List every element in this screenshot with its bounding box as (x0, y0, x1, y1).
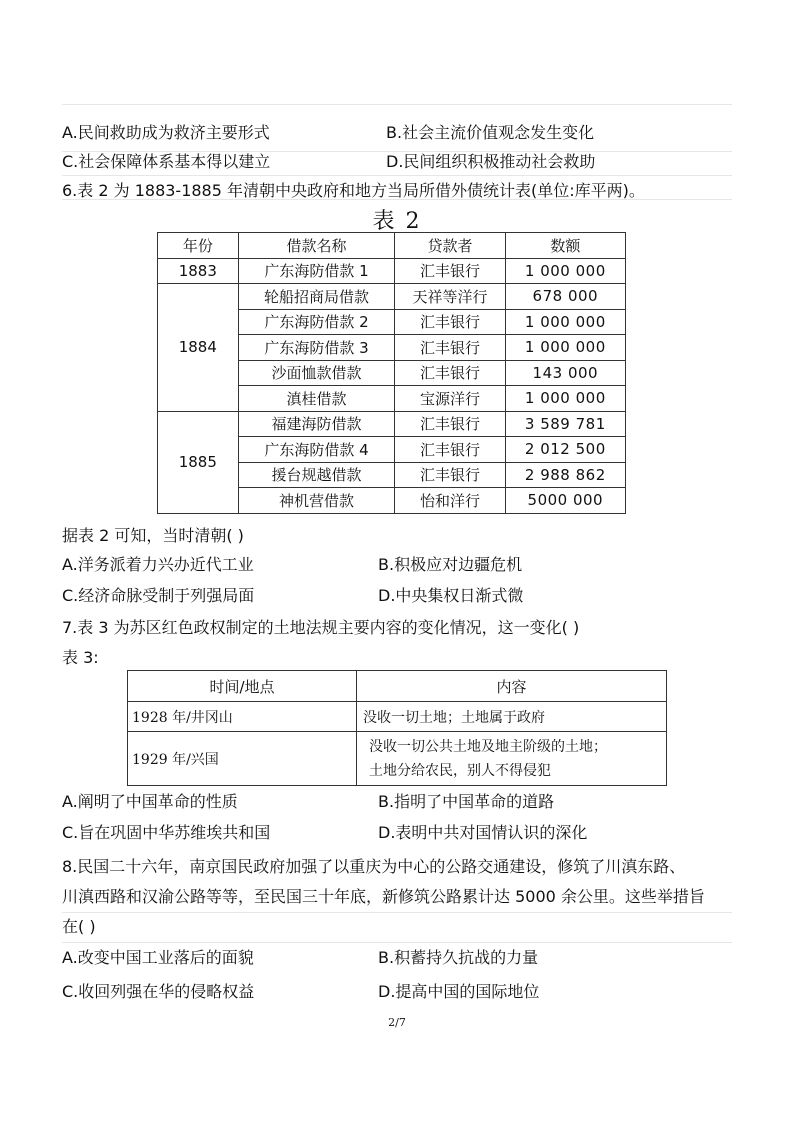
header-lender: 贷款者 (395, 233, 505, 259)
loan-name: 轮船招商局借款 (238, 284, 395, 310)
q5-option-a: A.民间救助成为救济主要形式 (62, 123, 270, 142)
lender: 怡和洋行 (395, 488, 505, 514)
land-law-table (127, 670, 667, 786)
amount: 1 000 000 (505, 335, 625, 361)
q8-stem-line-2: 川滇西路和汉渝公路等等，至民国三十年底，新修筑公路累计达 5000 余公里。这些举措旨 (62, 887, 705, 906)
lender: 宝源洋行 (395, 386, 505, 412)
q8-option-a: A.改变中国工业落后的面貌 (62, 948, 254, 967)
q6-option-b: B.积极应对边疆危机 (378, 555, 523, 574)
loan-name: 援台规越借款 (238, 462, 395, 488)
amount: 1 000 000 (505, 309, 625, 335)
loan-name: 滇桂借款 (238, 386, 395, 412)
header-amount: 数额 (505, 233, 625, 259)
lender: 天祥等洋行 (395, 284, 505, 310)
table-2-title: 表 2 (372, 209, 422, 234)
table-row (158, 411, 626, 437)
loan-name: 神机营借款 (238, 488, 395, 514)
lender: 汇丰银行 (395, 309, 505, 335)
q5-option-b: B.社会主流价值观念发生变化 (386, 123, 595, 142)
lender: 汇丰银行 (395, 360, 505, 386)
amount: 2 012 500 (505, 437, 625, 463)
q6-option-a: A.洋务派着力兴办近代工业 (62, 555, 254, 574)
loan-name: 广东海防借款 4 (238, 437, 395, 463)
header-loan-name: 借款名称 (238, 233, 395, 259)
q7-stem: 7.表 3 为苏区红色政权制定的土地法规主要内容的变化情况，这一变化( ) (62, 618, 580, 637)
rule-line (62, 942, 732, 943)
amount: 1 000 000 (505, 258, 625, 284)
lender: 汇丰银行 (395, 258, 505, 284)
header-year: 年份 (158, 233, 239, 259)
loan-name: 广东海防借款 3 (238, 335, 395, 361)
q7-option-c: C.旨在巩固中华苏维埃共和国 (62, 823, 271, 842)
loan-name: 广东海防借款 2 (238, 309, 395, 335)
content: 没收一切土地；土地属于政府 (357, 702, 667, 732)
q6-option-d: D.中央集权日渐式微 (378, 586, 524, 605)
content (357, 732, 667, 786)
year-cell: 1884 (158, 284, 239, 412)
lender: 汇丰银行 (395, 462, 505, 488)
table-row (158, 284, 626, 310)
table-row (128, 732, 667, 786)
q8-option-d: D.提高中国的国际地位 (378, 982, 540, 1001)
amount: 143 000 (505, 360, 625, 386)
q8-option-b: B.积蓄持久抗战的力量 (378, 948, 539, 967)
amount: 3 589 781 (505, 411, 625, 437)
page-number: 2/7 (388, 1016, 406, 1029)
table-row (158, 258, 626, 284)
table-header-row (158, 233, 626, 259)
table-3-label: 表 3: (62, 648, 99, 667)
q8-stem-line-3: 在( ) (62, 917, 96, 936)
header-content: 内容 (357, 671, 667, 702)
q7-option-a: A.阐明了中国革命的性质 (62, 792, 238, 811)
loan-name: 广东海防借款 1 (238, 258, 395, 284)
year-cell: 1883 (158, 258, 239, 284)
rule-line (62, 175, 732, 176)
year-cell: 1885 (158, 411, 239, 513)
content-line: 土地分给农民，别人不得侵犯 (369, 762, 551, 779)
rule-line (62, 104, 732, 105)
q6-question: 据表 2 可知，当时清朝( ) (62, 526, 244, 545)
q7-option-d: D.表明中共对国情认识的深化 (378, 823, 588, 842)
content-line: 没收一切公共土地及地主阶级的土地； (369, 738, 607, 755)
lender: 汇丰银行 (395, 437, 505, 463)
time-place: 1928 年/井冈山 (128, 702, 357, 732)
q8-option-c: C.收回列强在华的侵略权益 (62, 982, 255, 1001)
header-time-place: 时间/地点 (128, 671, 357, 702)
time-place: 1929 年/兴国 (128, 732, 357, 786)
q8-stem-line-1: 8.民国二十六年，南京国民政府加强了以重庆为中心的公路交通建设，修筑了川滇东路、 (62, 857, 686, 876)
lender: 汇丰银行 (395, 411, 505, 437)
amount: 678 000 (505, 284, 625, 310)
amount: 1 000 000 (505, 386, 625, 412)
q5-option-d: D.民间组织积极推动社会救助 (386, 152, 596, 171)
lender: 汇丰银行 (395, 335, 505, 361)
table-header-row (128, 671, 667, 702)
table-row (128, 702, 667, 732)
q6-stem: 6.表 2 为 1883-1885 年清朝中央政府和地方当局所借外债统计表(单位:库平两)。 (62, 181, 645, 200)
amount: 5000 000 (505, 488, 625, 514)
q6-option-c: C.经济命脉受制于列强局面 (62, 586, 255, 605)
loan-table (157, 232, 626, 514)
loan-name: 沙面恤款借款 (238, 360, 395, 386)
q7-option-b: B.指明了中国革命的道路 (378, 792, 555, 811)
rule-line (62, 912, 732, 913)
q5-option-c: C.社会保障体系基本得以建立 (62, 152, 271, 171)
amount: 2 988 862 (505, 462, 625, 488)
loan-name: 福建海防借款 (238, 411, 395, 437)
